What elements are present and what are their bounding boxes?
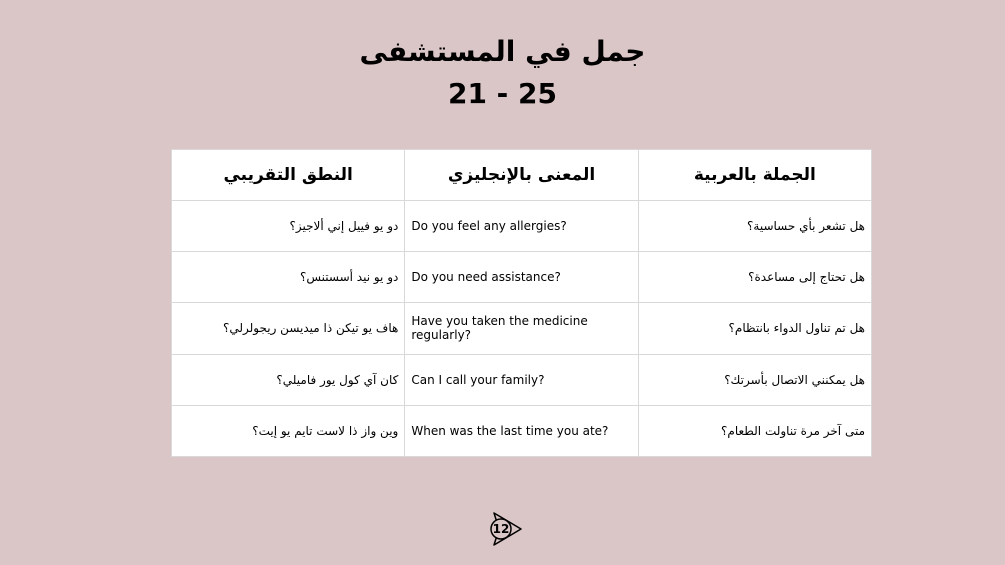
phrases-table	[171, 149, 872, 457]
header-pronunciation: النطق التقريبي	[172, 150, 405, 201]
table-row	[172, 405, 872, 456]
header-arabic: الجملة بالعربية	[638, 150, 871, 201]
table-row	[172, 201, 872, 252]
cell-english: Have you taken the medicine regularly?	[405, 303, 638, 354]
cell-arabic: هل تم تناول الدواء بانتظام؟	[638, 303, 871, 354]
cell-arabic: هل يمكنني الاتصال بأسرتك؟	[638, 354, 871, 405]
cell-arabic: هل تشعر بأي حساسية؟	[638, 201, 871, 252]
cell-english: Can I call your family?	[405, 354, 638, 405]
cell-arabic: هل تحتاج إلى مساعدة؟	[638, 252, 871, 303]
cell-arabic: متى آخر مرة تناولت الطعام؟	[638, 405, 871, 456]
page-number: 12	[492, 522, 510, 536]
table-row	[172, 303, 872, 354]
page-subtitle-range: 21 - 25	[447, 77, 558, 110]
cell-pronunciation: دو يو فييل إني ألاجيز؟	[172, 201, 405, 252]
table-header-row	[172, 150, 872, 201]
cell-pronunciation: هاف يو تيكن ذا ميديسن ريجولرلي؟	[172, 303, 405, 354]
cell-english: Do you need assistance?	[405, 252, 638, 303]
page-title: جمل في المستشفى	[359, 35, 646, 68]
page-number-badge[interactable]	[488, 512, 524, 546]
cell-english: When was the last time you ate?	[405, 405, 638, 456]
cell-pronunciation: كان آي كول يور فاميلي؟	[172, 354, 405, 405]
table-row	[172, 252, 872, 303]
cell-english: Do you feel any allergies?	[405, 201, 638, 252]
cell-pronunciation: دو يو نيد أسستنس؟	[172, 252, 405, 303]
table-row	[172, 354, 872, 405]
cell-pronunciation: وين واز ذا لاست تايم يو إيت؟	[172, 405, 405, 456]
header-english: المعنى بالإنجليزي	[405, 150, 638, 201]
